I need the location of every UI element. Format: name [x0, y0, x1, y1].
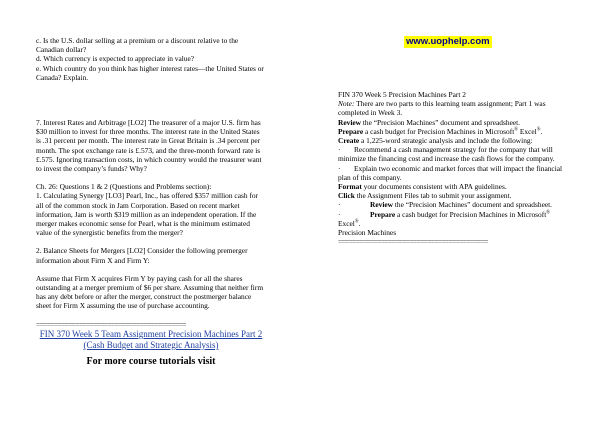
sub-bullet-1: · Review the “Precision Machines” document and spreadsheet.: [338, 200, 553, 210]
ch26-title: Ch. 26: Questions 1 & 2 (Questions and Problems section):: [36, 182, 212, 192]
course-link[interactable]: FIN 370 Week 5 Team Assignment Precision Machines Part 2 (Cash Budget and Strategic Analysis): [39, 328, 263, 350]
review-line: Review the “Precision Machines” document and spreadsheet.: [338, 117, 521, 127]
question-c: c. Is the U.S. dollar selling at a premium or a discount relative to the Canadian dollar?: [36, 36, 239, 55]
left-column: [36, 0, 266, 366]
more-tutorials: For more course tutorials visit: [86, 355, 216, 367]
click-line: Click the Assignment Files tab to submit your assignment.: [338, 191, 512, 201]
ch26-question-1: 1. Calculating Synergy [LO3] Pearl, Inc., has offered $357 million cash for all of the common stock in Jam Corporation. Based on recent market information, Jam is worth $319 million as an independent operation. If the merger makes economic sense for Pearl, what is the minimum estimated value of the synergistic benefits from the merger?: [36, 191, 259, 238]
question-d: d. Which currency is expected to appreciate in value?: [36, 54, 195, 64]
assume-paragraph: Assume that Firm X acquires Firm Y by paying cash for all the shares outstanding at a merger premium of $6 per share. Assuming that neither firm has any debt before or after the merger, construct the postmerger balance sheet for Firm X assuming the use of purchase accounting.: [36, 273, 264, 311]
sub-bullet-2: · Prepare a cash budget for Precision Machines in Microsoft® Excel®.: [338, 209, 551, 228]
bullet-1: · Recommend a cash management strategy for the company that will minimize the financing cost and increase the cash flows for the company.: [338, 145, 555, 164]
note-line: Note: There are two parts to this learning team assignment; Part 1 was completed in Week 3.: [338, 99, 546, 118]
right-column: [338, 0, 568, 246]
separator: ==========================================: [36, 319, 186, 329]
assignment-title: FIN 370 Week 5 Precision Machines Part 2: [338, 90, 466, 99]
question-e: e. Which country do you think has higher interest rates—the United States or Canada? Explain.: [36, 63, 264, 82]
prepare-line: Prepare a cash budget for Precision Machines in Microsoft® Excel®.: [338, 126, 543, 136]
create-line: Create a 1,225-word strategic analysis and include the following:: [338, 136, 533, 146]
format-line: Format your documents consistent with APA guidelines.: [338, 182, 507, 192]
footer-label: Precision Machines: [338, 228, 397, 238]
bullet-2: · Explain two economic and market forces that will impact the financial plan of this company.: [338, 163, 563, 182]
problem-7: 7. Interest Rates and Arbitrage [LO2] The treasurer of a major U.S. firm has $30 million to invest for three months. The interest rate in the United States is .31 percent per month. The interest rate in Great Britain is .34 percent per month. The spot exchange rate is £.573, and the three-month forward rate is £.575. Ignoring transaction costs, in which country would the treasurer want to invest the company’s funds? Why?: [36, 118, 262, 174]
ch26-question-2: 2. Balance Sheets for Mergers [LO2] Consider the following premerger information about Firm X and Firm Y:: [36, 246, 248, 265]
separator-right: ==========================================: [338, 237, 488, 247]
site-banner[interactable]: www.uophelp.com: [406, 36, 490, 47]
